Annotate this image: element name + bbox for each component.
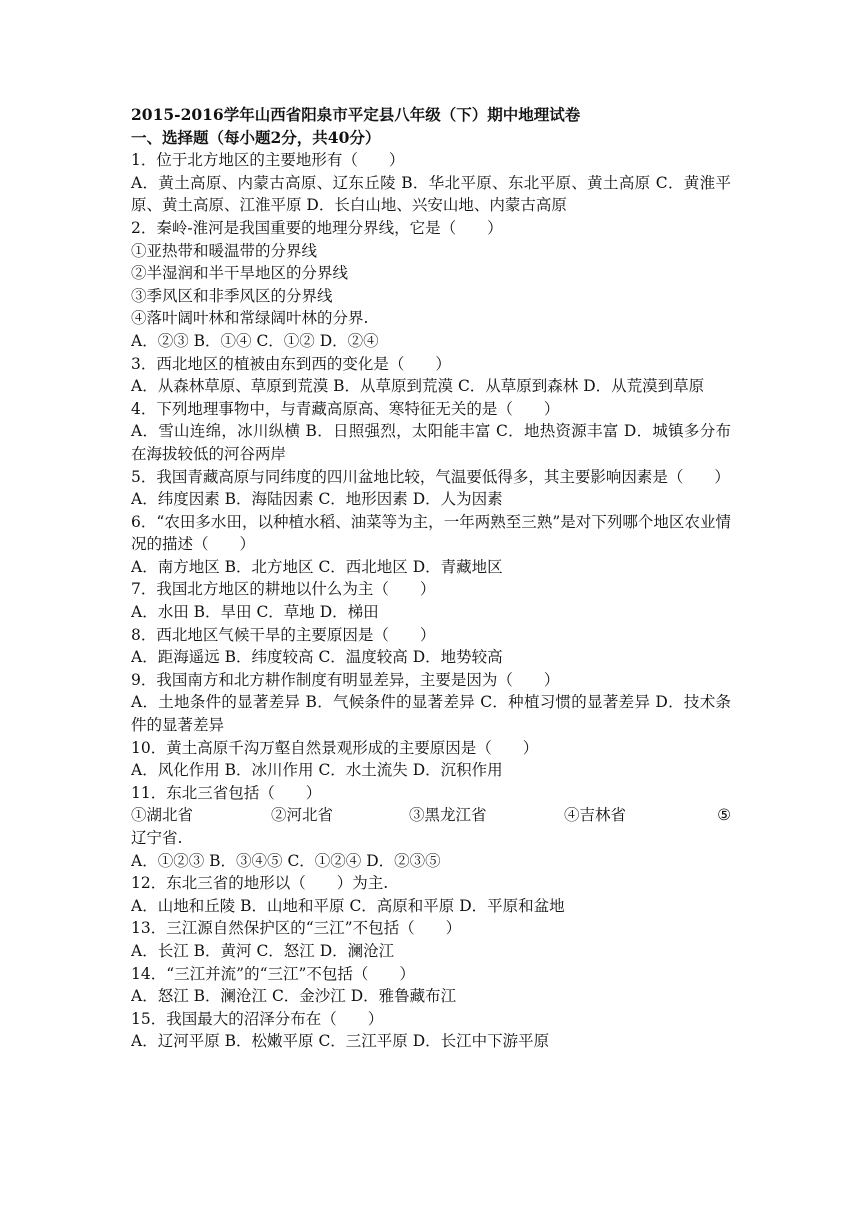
question-10 — [131, 737, 731, 782]
question-4 — [131, 398, 731, 466]
question-stem: 1．位于北方地区的主要地形有（ ） — [131, 151, 405, 170]
choice-item: ②河北省 — [271, 806, 334, 825]
question-options: A．南方地区 B．北方地区 C．西北地区 D．青藏地区 — [131, 557, 503, 576]
statement-item: ①亚热带和暖温带的分界线 — [131, 241, 318, 260]
question-stem: 3．西北地区的植被由东到西的变化是（ ） — [131, 354, 451, 373]
question-8 — [131, 624, 731, 669]
question-options: A．黄土高原、内蒙古高原、辽东丘陵 B．华北平原、东北平原、黄土高原 C．黄淮平原、黄土高原、江淮平原 D．长白山地、兴安山地、内蒙古高原 — [131, 173, 731, 215]
question-options: A．②③ B．①④ C．①② D．②④ — [131, 331, 379, 350]
question-options: A．水田 B．旱田 C．草地 D．梯田 — [131, 603, 379, 622]
question-options: A．辽河平原 B．松嫩平原 C．三江平原 D．长江中下游平原 — [131, 1032, 550, 1051]
question-options: A．风化作用 B．冰川作用 C．水土流失 D．沉积作用 — [131, 761, 503, 780]
choice-item: ④吉林省 — [564, 806, 627, 825]
question-stem: 11．东北三省包括（ ） — [131, 783, 322, 802]
question-stem: 6．“农田多水田，以种植水稻、油菜等为主，一年两熟至三熟”是对下列哪个地区农业情况的描述（ ） — [131, 512, 731, 554]
question-stem: 4．下列地理事物中，与青藏高原高、寒特征无关的是（ ） — [131, 399, 560, 418]
question-11 — [131, 782, 731, 872]
question-options: A．山地和丘陵 B．山地和平原 C．高原和平原 D．平原和盆地 — [131, 896, 565, 915]
question-options: A．从森林草原、草原到荒漠 B．从草原到荒漠 C．从草原到森林 D．从荒漠到草原 — [131, 377, 705, 396]
question-options: A．距海遥远 B．纬度较高 C．温度较高 D．地势较高 — [131, 648, 503, 667]
exam-title: 2015-2016学年山西省阳泉市平定县八年级（下）期中地理试卷 — [131, 105, 581, 124]
question-stem: 8．西北地区气候干旱的主要原因是（ ） — [131, 625, 436, 644]
question-6 — [131, 511, 731, 579]
question-14 — [131, 963, 731, 1008]
question-stem: 2．秦岭-淮河是我国重要的地理分界线，它是（ ） — [131, 218, 503, 237]
question-options: A．雪山连绵，冰川纵横 B．日照强烈，太阳能丰富 C．地热资源丰富 D．城镇多分布在海拔较低的河谷两岸 — [131, 422, 731, 463]
question-12 — [131, 872, 731, 917]
question-stem: 12．东北三省的地形以（ ）为主. — [131, 874, 389, 893]
question-7 — [131, 578, 731, 623]
question-stem: 10．黄土高原千沟万壑自然景观形成的主要原因是（ ） — [131, 738, 539, 757]
section-heading: 一、选择题（每小题2分，共40分） — [131, 127, 381, 147]
statement-item: ③季风区和非季风区的分界线 — [131, 286, 333, 305]
question-stem: 9．我国南方和北方耕作制度有明显差异，主要是因为（ ） — [131, 670, 560, 689]
choice-item: ③黑龙江省 — [409, 806, 487, 825]
question-1 — [131, 149, 731, 217]
statement-item: ②半湿润和半干旱地区的分界线 — [131, 264, 349, 283]
question-stem: 14．“三江并流”的“三江”不包括（ ） — [131, 964, 415, 983]
exam-page — [131, 104, 731, 1053]
province-choices — [131, 804, 731, 827]
question-options: A．土地条件的显著差异 B．气候条件的显著差异 C．种植习惯的显著差异 D．技术条件的显著差异 — [131, 693, 731, 735]
question-options: A．纬度因素 B．海陆因素 C．地形因素 D．人为因素 — [131, 490, 503, 509]
question-9 — [131, 669, 731, 737]
question-15 — [131, 1008, 731, 1053]
question-stem: 5．我国青藏高原与同纬度的四川盆地比较，气温要低得多，其主要影响因素是（ ） — [131, 467, 730, 486]
question-stem: 13．三江源自然保护区的“三江”不包括（ ） — [131, 919, 462, 938]
question-2 — [131, 217, 731, 353]
statement-item: ④落叶阔叶林和常绿阔叶林的分界. — [131, 309, 369, 328]
question-options: A．怒江 B．澜沧江 C．金沙江 D．雅鲁藏布江 — [131, 987, 457, 1006]
choice-item: ①湖北省 — [131, 806, 194, 825]
question-3 — [131, 353, 731, 398]
choice-continuation: 辽宁省. — [131, 829, 183, 847]
question-options: A．①②③ B．③④⑤ C．①②④ D．②③⑤ — [131, 851, 441, 870]
question-stem: 7．我国北方地区的耕地以什么为主（ ） — [131, 580, 436, 599]
question-5 — [131, 466, 731, 511]
choice-item: ⑤ — [717, 806, 731, 825]
question-13 — [131, 917, 731, 962]
question-options: A．长江 B．黄河 C．怒江 D．澜沧江 — [131, 941, 395, 960]
question-stem: 15．我国最大的沼泽分布在（ ） — [131, 1009, 384, 1028]
